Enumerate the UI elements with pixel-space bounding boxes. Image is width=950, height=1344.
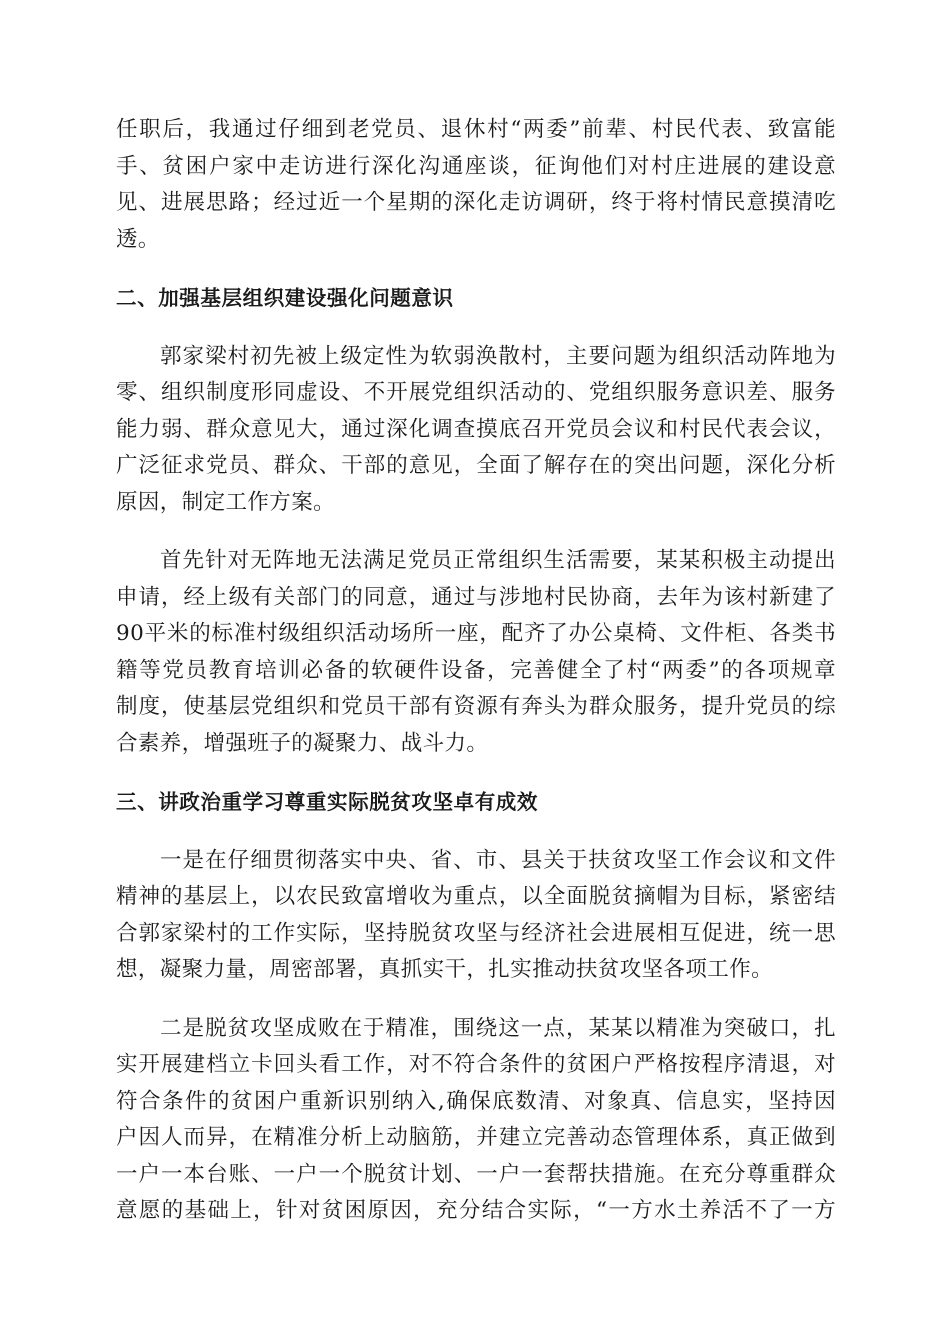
paragraph-3 xyxy=(116,843,836,989)
text-line: 见、进展思路；经过近一个星期的深化走访调研，终于将村情民意摸清吃 xyxy=(116,190,836,215)
text-line: 原因，制定工作方案。 xyxy=(116,489,336,515)
text-line: 90平米的标准村级组织活动场所一座，配齐了办公桌椅、文件柜、各类书 xyxy=(116,621,836,646)
text-line: 想，凝聚力量，周密部署，真抓实干，扎实推动扶贫攻坚各项工作。 xyxy=(116,957,774,982)
text-line: 手、贫困户家中走访进行深化沟通座谈，征询他们对村庄进展的建设意 xyxy=(116,153,836,179)
text-line: 能力弱、群众意见大，通过深化调查摸底召开党员会议和村民代表会议， xyxy=(116,416,836,442)
text-line: 合郭家梁村的工作实际，坚持脱贫攻坚与经济社会进展相互促进，统一思 xyxy=(116,920,836,946)
section-heading-3: 三、讲政治重学习尊重实际脱贫攻坚卓有成效 xyxy=(116,790,538,814)
text-line: 零、组织制度形同虚设、不开展党组织活动的、党组织服务意识差、服务 xyxy=(116,380,836,405)
section-heading-2: 二、加强基层组织建设强化问题意识 xyxy=(116,286,454,310)
text-line: 透。 xyxy=(116,226,160,252)
document-page xyxy=(116,112,836,1230)
paragraph-0 xyxy=(116,112,836,258)
text-line: 合素养，增强班子的凝聚力、战斗力。 xyxy=(116,730,489,756)
text-line: 意愿的基础上，针对贫困原因，充分结合实际，“一方水土养活不了一方 xyxy=(116,1198,836,1223)
text-line: 首先针对无阵地无法满足党员正常组织生活需要，某某积极主动提出 xyxy=(160,548,836,573)
text-line: 户因人而异，在精准分析上动脑筋，并建立完善动态管理体系，真正做到 xyxy=(116,1125,836,1150)
text-line: 符合条件的贫困户重新识别纳入,确保底数清、对象真、信息实，坚持因 xyxy=(116,1088,836,1114)
text-line: 一户一本台账、一户一个脱贫计划、一户一套帮扶措施。在充分尊重群众 xyxy=(116,1161,836,1187)
paragraph-1 xyxy=(116,339,836,522)
paragraph-2 xyxy=(116,543,836,762)
text-line: 郭家梁村初先被上级定性为软弱涣散村，主要问题为组织活动阵地为 xyxy=(160,343,836,369)
text-line: 精神的基层上，以农民致富增收为重点，以全面脱贫摘帽为目标，紧密结 xyxy=(116,884,836,909)
text-line: 籍等党员教育培训必备的软硬件设备，完善健全了村“两委”的各项规章 xyxy=(116,657,836,683)
text-line: 二是脱贫攻坚成败在于精准，围绕这一点，某某以精准为突破口，扎 xyxy=(160,1015,836,1041)
text-line: 任职后，我通过仔细到老党员、退休村“两委”前辈、村民代表、致富能 xyxy=(116,117,836,142)
text-line: 制度，使基层党组织和党员干部有资源有奔头为群众服务，提升党员的综 xyxy=(116,694,836,719)
text-line: 一是在仔细贯彻落实中央、省、市、县关于扶贫攻坚工作会议和文件 xyxy=(160,847,836,873)
text-line: 实开展建档立卡回头看工作，对不符合条件的贫困户严格按程序清退，对 xyxy=(116,1052,836,1077)
text-line: 申请，经上级有关部门的同意，通过与涉地村民协商，去年为该村新建了 xyxy=(116,584,836,610)
text-line: 广泛征求党员、群众、干部的意见，全面了解存在的突出问题，深化分析 xyxy=(116,453,836,478)
paragraph-4 xyxy=(116,1011,836,1230)
